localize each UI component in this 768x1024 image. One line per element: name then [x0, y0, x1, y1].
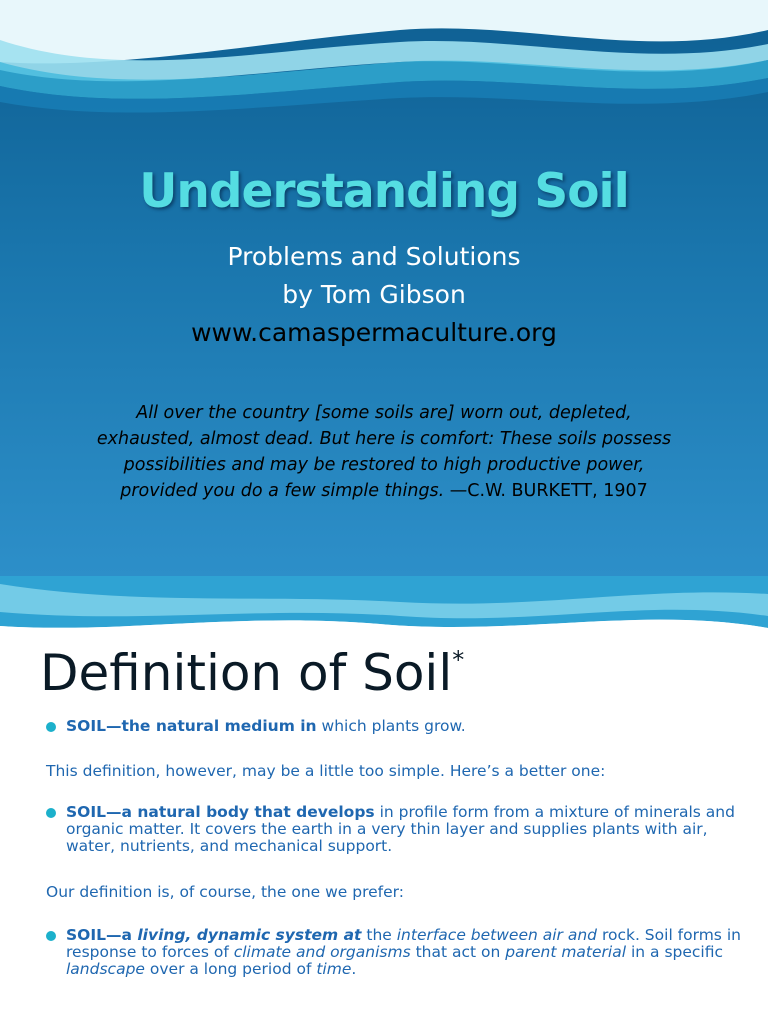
slide1-title: Understanding Soil	[139, 164, 629, 219]
quote-text: All over the country [some soils are] worn out, depleted, exhausted, almost dead. But here is comfort: These soils possess possibilities and may be restored to high productive power, provided you do a few simple things.	[96, 403, 672, 501]
paragraph-our-definition: Our definition is, of course, the one we prefer:	[46, 883, 404, 901]
slide1-website: www.camaspermaculture.org	[191, 318, 557, 347]
slide2-title-text: Definition of Soil	[40, 644, 453, 702]
bullet3-text: in a specific	[626, 943, 724, 961]
bullet3-text: that act on	[410, 943, 506, 961]
bullet3-text: .	[351, 960, 357, 978]
bullet3-text: the	[361, 926, 397, 944]
bullet-definition-1	[46, 718, 756, 735]
slide2-title	[40, 644, 464, 702]
bullet1-text: which plants grow.	[316, 717, 466, 735]
bullet3-italic: parent material	[505, 943, 627, 961]
bullet3-italic: interface between air and	[396, 926, 598, 944]
quote-attribution: —C.W. BURKETT, 1907	[444, 481, 648, 501]
bullet-dot-icon	[46, 722, 56, 732]
bullet-dot-icon	[46, 808, 56, 818]
paragraph-better-definition: This definition, however, may be a little too simple. Here’s a better one:	[46, 762, 606, 780]
bullet3-text: rock. Soil forms in response to forces of	[66, 926, 741, 961]
bullet3-italic: time	[316, 960, 352, 978]
bullet-dot-icon	[46, 931, 56, 941]
slide1-author: by Tom Gibson	[282, 280, 466, 309]
bullet2-bold: SOIL—a natural body that develops	[66, 803, 375, 821]
wave-decoration-top	[0, 0, 768, 140]
bullet3-italic: landscape	[66, 960, 145, 978]
bullet1-bold: SOIL—the natural medium in	[66, 717, 317, 735]
bullet3-bold: SOIL—a	[66, 926, 138, 944]
bullet-definition-2	[46, 804, 756, 855]
bullet-definition-3	[46, 927, 756, 978]
bullet3-text: over a long period of	[144, 960, 317, 978]
slide1-quote	[88, 400, 680, 504]
title-footnote-mark: *	[452, 646, 465, 674]
bullet3-italic: climate and organisms	[233, 943, 411, 961]
bullet3-bold-italic: living, dynamic system at	[137, 926, 362, 944]
bullet2-text: in profile form from a mixture of minerals and organic matter. It covers the earth in a very thin layer and supplies plants with air, water, nutrients, and mechanical support.	[66, 803, 735, 855]
slide1-subtitle: Problems and Solutions	[227, 242, 521, 271]
